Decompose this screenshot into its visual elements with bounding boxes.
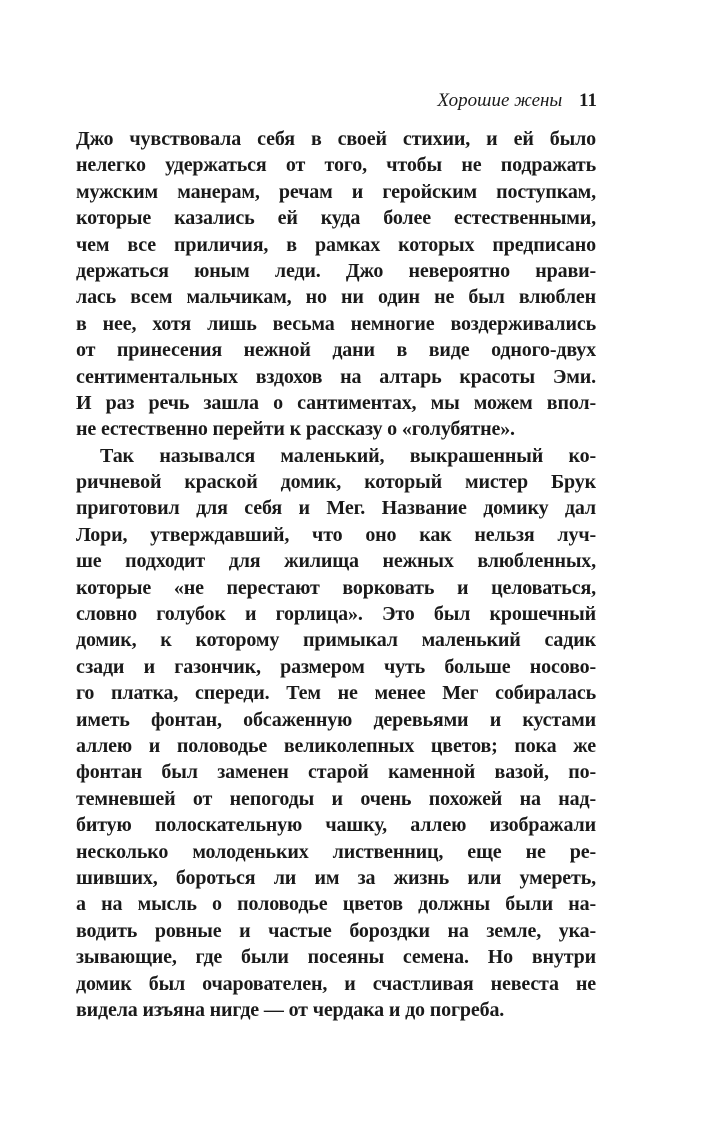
text-line: Джо чувствовала себя в своей стихии, и ей было [76,128,596,150]
text-line: несколько молоденьких лиственниц, еще не ре- [76,840,596,863]
text-line: которые «не перестают ворковать и целоваться, [76,576,596,599]
text-line: шивших, бороться ли им за жизнь или умереть, [76,866,596,889]
text-line: держаться юным леди. Джо невероятно нрави- [76,259,596,282]
text-line: в нее, хотя лишь весьма немногие воздерживались [76,312,596,335]
text-line: фонтан был заменен старой каменной вазой, по- [76,761,596,784]
text-line: лась всем мальчикам, но ни один не был влюблен [76,286,596,309]
text-line: приготовил для себя и Мег. Название домику дал [76,497,596,520]
text-line: ше подходит для жилища нежных влюбленных, [76,550,596,573]
book-title: Хорошие жены [437,90,563,111]
running-head [437,88,597,114]
text-line: домик был очарователен, и счастливая невеста не [76,972,596,995]
text-line: водить ровные и частые бороздки на земле, ука- [76,919,596,942]
text-line: от принесения нежной дани в виде одного-двух [76,339,596,362]
text-line: го платка, спереди. Тем не менее Мег собиралась [76,682,596,705]
text-line: чем все приличия, в рамках которых предписано [76,233,596,256]
text-line: видела изъяна нигде — от чердака и до погреба. [76,998,505,1021]
text-line: мужским манерам, речам и геройским поступкам, [76,180,596,203]
paragraph-1 [76,126,596,443]
text-line: Так назывался маленький, выкрашенный ко- [100,444,596,467]
text-line: аллею и половодье великолепных цветов; пока же [76,734,596,757]
text-line: сентиментальных вздохов на алтарь красоты Эми. [76,365,596,388]
text-line: иметь фонтан, обсаженную деревьями и кустами [76,708,596,731]
text-line: не естественно перейти к рассказу о «голубятне». [76,418,515,441]
text-line: зывающие, где были посеяны семена. Но внутри [76,946,596,969]
paragraph-2 [76,443,596,1024]
text-line: а на мысль о половодье цветов должны были на- [76,893,596,916]
body-text [76,126,596,1023]
text-line: нелегко удержаться от того, чтобы не подражать [76,154,596,177]
text-line: словно голубок и горлица». Это был крошечный [76,603,596,626]
text-line: И раз речь зашла о сантиментах, мы можем впол- [76,391,596,414]
text-line: битую полоскательную чашку, аллею изображали [76,814,596,837]
text-line: сзади и газончик, размером чуть больше носово- [76,655,596,678]
text-line: домик, к которому примыкал маленький садик [76,629,596,652]
page-number: 11 [579,90,597,111]
text-line: ричневой краской домик, который мистер Брук [76,471,596,494]
text-line: Лори, утверждавший, что оно как нельзя луч- [76,523,596,546]
text-line: которые казались ей куда более естественными, [76,207,596,230]
text-line: темневшей от непогоды и очень похожей на над- [76,787,596,810]
